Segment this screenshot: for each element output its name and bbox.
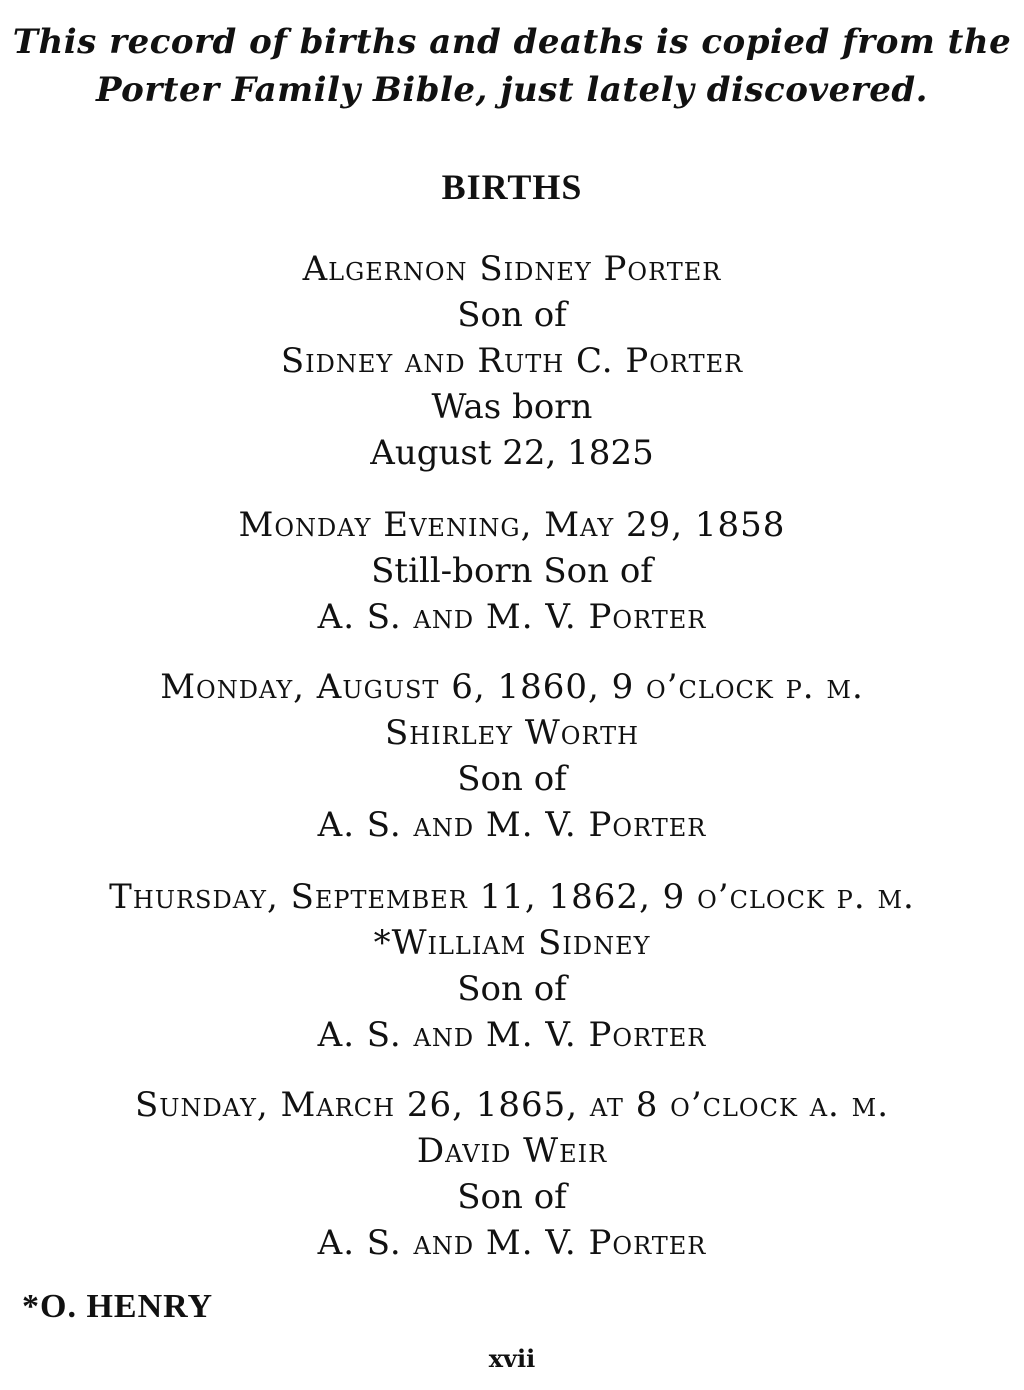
entry-2-parents: A. S. and M. V. Porter bbox=[317, 597, 707, 637]
entry-4-name: *William Sidney bbox=[373, 923, 651, 963]
entry-2-description: Still-born Son of bbox=[371, 551, 653, 591]
entry-3-parents: A. S. and M. V. Porter bbox=[317, 805, 707, 845]
entry-5-son-of: Son of bbox=[457, 1177, 567, 1217]
entry-1-parents: Sidney and Ruth C. Porter bbox=[280, 341, 744, 381]
entry-5-name: David Weir bbox=[416, 1131, 608, 1171]
entry-3-name: Shirley Worth bbox=[384, 713, 640, 753]
entry-4-parents: A. S. and M. V. Porter bbox=[317, 1015, 707, 1055]
intro-line-1: This record of births and deaths is copied from the bbox=[12, 22, 1012, 62]
entry-1-name: Algernon Sidney Porter bbox=[302, 249, 722, 289]
intro-line-2: Porter Family Bible, just lately discovered. bbox=[96, 70, 928, 110]
entry-1-was-born: Was born bbox=[431, 387, 593, 427]
entry-5-date: Sunday, March 26, 1865, at 8 o’clock a. m. bbox=[134, 1085, 890, 1125]
entry-4-date: Thursday, September 11, 1862, 9 o’clock p. m. bbox=[109, 877, 915, 917]
footnote: *O. HENRY bbox=[22, 1288, 214, 1325]
entry-1-date: August 22, 1825 bbox=[370, 433, 654, 473]
entry-1-son-of: Son of bbox=[457, 295, 567, 335]
page-number: xvii bbox=[488, 1344, 536, 1373]
entry-5-parents: A. S. and M. V. Porter bbox=[317, 1223, 707, 1263]
entry-2-date: Monday Evening, May 29, 1858 bbox=[238, 505, 786, 545]
entry-4-son-of: Son of bbox=[457, 969, 567, 1009]
entry-3-date: Monday, August 6, 1860, 9 o’clock p. m. bbox=[160, 667, 864, 707]
section-heading: BIRTHS bbox=[441, 167, 583, 207]
entry-3-son-of: Son of bbox=[457, 759, 567, 799]
